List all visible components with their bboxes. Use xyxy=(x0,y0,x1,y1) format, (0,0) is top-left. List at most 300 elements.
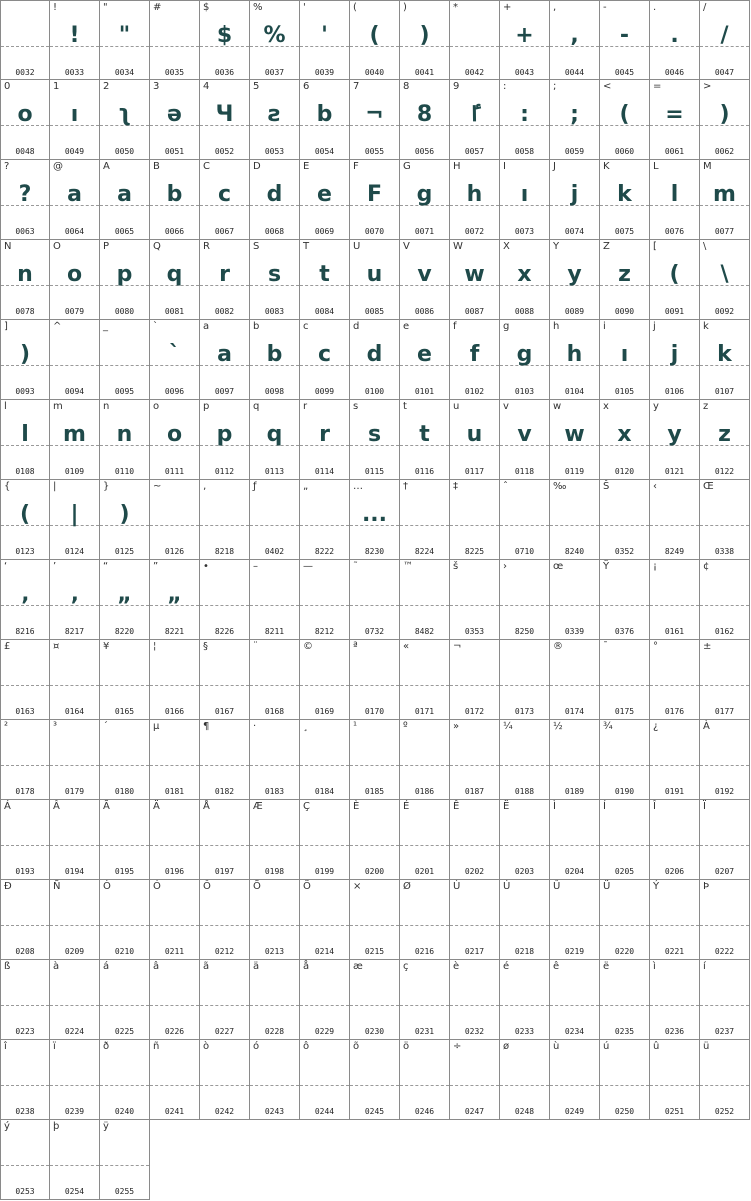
glyph-cell xyxy=(50,240,100,320)
glyph-cell xyxy=(550,240,600,320)
baseline-guide xyxy=(350,1005,399,1006)
character-code: 0732 xyxy=(364,627,385,636)
reference-character: ˜ xyxy=(353,561,358,572)
reference-character: ™ xyxy=(403,561,413,572)
font-glyph-sample: ! xyxy=(69,23,80,48)
character-code: 0215 xyxy=(364,947,385,956)
character-code: 0096 xyxy=(164,387,185,396)
reference-character: 5 xyxy=(253,81,260,92)
reference-character: t xyxy=(403,401,407,412)
glyph-cell xyxy=(50,0,100,80)
glyph-cell xyxy=(100,960,150,1040)
glyph-cell xyxy=(250,640,300,720)
reference-character: ¶ xyxy=(203,721,210,732)
baseline-guide xyxy=(200,685,249,686)
glyph-cell xyxy=(500,480,550,560)
character-code: 0113 xyxy=(264,467,285,476)
character-code: 0225 xyxy=(114,1027,135,1036)
character-code: 0237 xyxy=(714,1027,735,1036)
reference-character: I xyxy=(503,161,506,172)
reference-character: Ú xyxy=(503,881,511,892)
character-code: 0170 xyxy=(364,707,385,716)
glyph-cell xyxy=(700,0,750,80)
character-code: 0115 xyxy=(364,467,385,476)
reference-character: Ë xyxy=(503,801,510,812)
glyph-cell xyxy=(0,160,50,240)
character-code: 0204 xyxy=(564,867,585,876)
baseline-guide xyxy=(250,765,299,766)
reference-character: ô xyxy=(303,1041,310,1052)
reference-character: \ xyxy=(703,241,707,252)
baseline-guide xyxy=(650,605,699,606)
baseline-guide xyxy=(200,525,249,526)
font-glyph-sample: % xyxy=(263,23,286,48)
font-glyph-sample: g xyxy=(416,182,433,207)
reference-character: ó xyxy=(253,1041,260,1052)
character-code: 8221 xyxy=(164,627,185,636)
glyph-cell xyxy=(100,240,150,320)
glyph-cell xyxy=(350,320,400,400)
glyph-cell xyxy=(600,960,650,1040)
character-code: 0223 xyxy=(15,1027,35,1036)
character-code: 0195 xyxy=(114,867,135,876)
reference-character: 3 xyxy=(153,81,160,92)
glyph-cell xyxy=(650,80,700,160)
reference-character: í xyxy=(703,961,706,972)
baseline-guide xyxy=(700,1085,749,1086)
reference-character: × xyxy=(353,881,362,892)
reference-character: [ xyxy=(653,241,657,252)
glyph-cell xyxy=(100,1040,150,1120)
glyph-cell xyxy=(100,400,150,480)
glyph-cell xyxy=(200,240,250,320)
reference-character: Q xyxy=(153,241,161,252)
character-code: 0247 xyxy=(464,1107,485,1116)
glyph-cell xyxy=(500,80,550,160)
reference-character: j xyxy=(653,321,656,332)
font-glyph-sample: y xyxy=(667,422,682,447)
baseline-guide xyxy=(350,765,399,766)
glyph-cell xyxy=(100,480,150,560)
character-code: 8216 xyxy=(15,627,35,636)
glyph-cell xyxy=(150,0,200,80)
character-code: 8249 xyxy=(664,547,685,556)
reference-character: e xyxy=(403,321,410,332)
glyph-cell xyxy=(150,560,200,640)
character-code: 0065 xyxy=(114,227,135,236)
glyph-cell xyxy=(150,160,200,240)
baseline-guide xyxy=(1,685,49,686)
reference-character: d xyxy=(353,321,360,332)
character-code: 0122 xyxy=(714,467,735,476)
font-glyph-sample: F xyxy=(366,182,383,207)
baseline-guide xyxy=(600,925,649,926)
character-code: 0255 xyxy=(114,1187,135,1196)
glyph-cell xyxy=(250,160,300,240)
character-code: 0097 xyxy=(214,387,235,396)
character-code: 0047 xyxy=(714,68,735,77)
font-glyph-sample: u xyxy=(466,422,483,447)
baseline-guide xyxy=(450,1085,499,1086)
baseline-guide xyxy=(50,1005,99,1006)
reference-character: 8 xyxy=(403,81,410,92)
glyph-cell xyxy=(700,720,750,800)
character-code: 0376 xyxy=(614,627,635,636)
character-code: 0169 xyxy=(314,707,335,716)
character-code: 0186 xyxy=(414,787,435,796)
glyph-cell xyxy=(450,560,500,640)
reference-character: ¾ xyxy=(603,721,613,732)
baseline-guide xyxy=(200,765,249,766)
reference-character: Õ xyxy=(253,881,261,892)
reference-character: Ç xyxy=(303,801,310,812)
glyph-cell xyxy=(200,800,250,880)
glyph-cell xyxy=(100,320,150,400)
character-code: 0194 xyxy=(64,867,85,876)
glyph-cell xyxy=(150,480,200,560)
character-code: 0205 xyxy=(614,867,635,876)
glyph-cell xyxy=(150,960,200,1040)
reference-character: ) xyxy=(403,2,407,13)
baseline-guide xyxy=(400,525,449,526)
reference-character: C xyxy=(203,161,210,172)
font-glyph-sample: - xyxy=(619,23,630,48)
character-code: 0093 xyxy=(15,387,35,396)
font-glyph-sample: ( xyxy=(369,23,380,48)
reference-character: † xyxy=(403,481,408,492)
character-code: 0120 xyxy=(614,467,635,476)
font-glyph-sample: r xyxy=(319,422,330,447)
font-glyph-sample: | xyxy=(70,502,79,527)
character-code: 0062 xyxy=(714,147,735,156)
font-glyph-sample: r xyxy=(219,262,230,287)
baseline-guide xyxy=(250,525,299,526)
character-code: 0052 xyxy=(214,147,235,156)
character-code: 0114 xyxy=(314,467,335,476)
reference-character: X xyxy=(503,241,510,252)
glyph-cell xyxy=(650,800,700,880)
glyph-cell xyxy=(650,640,700,720)
character-code: 0101 xyxy=(414,387,435,396)
glyph-cell xyxy=(250,960,300,1040)
baseline-guide xyxy=(150,765,199,766)
baseline-guide xyxy=(550,845,599,846)
character-code: 0214 xyxy=(314,947,335,956)
character-code: 0040 xyxy=(364,68,385,77)
character-code: 0207 xyxy=(714,867,735,876)
baseline-guide xyxy=(100,925,149,926)
font-glyph-sample: e xyxy=(417,342,432,367)
reference-character: “ xyxy=(103,561,109,572)
reference-character: · xyxy=(253,721,257,732)
reference-character: 6 xyxy=(303,81,310,92)
character-code: 0056 xyxy=(414,147,435,156)
character-code: 8212 xyxy=(314,627,335,636)
reference-character: - xyxy=(603,2,607,13)
character-code: 0126 xyxy=(164,547,185,556)
glyph-cell xyxy=(400,80,450,160)
reference-character: • xyxy=(203,561,209,572)
glyph-cell xyxy=(500,160,550,240)
baseline-guide xyxy=(650,845,699,846)
reference-character: c xyxy=(303,321,309,332)
baseline-guide xyxy=(200,1005,249,1006)
reference-character: . xyxy=(653,2,657,13)
reference-character: ‹ xyxy=(653,481,657,492)
reference-character: 0 xyxy=(4,81,11,92)
character-code: 0107 xyxy=(714,387,735,396)
baseline-guide xyxy=(650,685,699,686)
character-code: 0049 xyxy=(64,147,85,156)
glyph-cell xyxy=(700,240,750,320)
font-glyph-sample: t xyxy=(419,422,430,447)
glyph-cell xyxy=(100,720,150,800)
baseline-guide xyxy=(1,925,49,926)
baseline-guide xyxy=(150,685,199,686)
reference-character: — xyxy=(303,561,313,572)
baseline-guide xyxy=(300,845,349,846)
glyph-cell xyxy=(250,880,300,960)
character-code: 0338 xyxy=(714,547,735,556)
reference-character: ÷ xyxy=(453,1041,462,1052)
glyph-cell xyxy=(0,1040,50,1120)
baseline-guide xyxy=(400,925,449,926)
reference-character: n xyxy=(103,401,110,412)
glyph-cell xyxy=(0,400,50,480)
character-code: 0063 xyxy=(15,227,35,236)
baseline-guide xyxy=(300,1005,349,1006)
baseline-guide xyxy=(400,845,449,846)
baseline-guide xyxy=(550,525,599,526)
glyph-cell xyxy=(150,1040,200,1120)
font-glyph-sample: ` xyxy=(169,342,180,367)
font-glyph-sample: c xyxy=(317,342,332,367)
character-code: 8225 xyxy=(464,547,485,556)
glyph-cell xyxy=(300,320,350,400)
reference-character: z xyxy=(703,401,709,412)
reference-character: ÿ xyxy=(103,1121,109,1132)
character-code: 0213 xyxy=(264,947,285,956)
reference-character: œ xyxy=(553,561,564,572)
glyph-cell xyxy=(350,640,400,720)
glyph-cell xyxy=(250,240,300,320)
reference-character: ë xyxy=(603,961,610,972)
character-code: 8226 xyxy=(214,627,235,636)
glyph-cell xyxy=(600,0,650,80)
font-glyph-sample: z xyxy=(618,262,631,287)
character-code: 0106 xyxy=(664,387,685,396)
reference-character: ] xyxy=(4,321,8,332)
reference-character: Ò xyxy=(103,881,111,892)
baseline-guide xyxy=(500,605,549,606)
character-code: 0189 xyxy=(564,787,585,796)
baseline-guide xyxy=(350,685,399,686)
glyph-cell xyxy=(650,240,700,320)
character-code: 0202 xyxy=(464,867,485,876)
character-code: 0191 xyxy=(664,787,685,796)
character-code: 0046 xyxy=(664,68,685,77)
baseline-guide xyxy=(500,925,549,926)
character-code: 0181 xyxy=(164,787,185,796)
character-code: 8482 xyxy=(414,627,435,636)
font-glyph-sample: ' xyxy=(321,23,328,48)
font-glyph-sample: d xyxy=(266,182,283,207)
character-code: 0244 xyxy=(314,1107,335,1116)
reference-character: ´ xyxy=(103,721,108,732)
character-code: 0112 xyxy=(214,467,235,476)
font-glyph-sample: ʅ xyxy=(117,102,132,127)
character-code: 0110 xyxy=(114,467,135,476)
glyph-cell xyxy=(500,560,550,640)
baseline-guide xyxy=(150,845,199,846)
character-code: 8222 xyxy=(314,547,335,556)
baseline-guide xyxy=(300,1085,349,1086)
glyph-cell xyxy=(0,560,50,640)
baseline-guide xyxy=(700,605,749,606)
character-code: 0231 xyxy=(414,1027,435,1036)
reference-character: + xyxy=(503,2,512,13)
reference-character: k xyxy=(703,321,709,332)
character-code: 0203 xyxy=(514,867,535,876)
glyph-cell xyxy=(700,480,750,560)
glyph-cell xyxy=(650,160,700,240)
glyph-cell xyxy=(300,0,350,80)
glyph-cell xyxy=(400,720,450,800)
baseline-guide xyxy=(500,1085,549,1086)
character-code: 0212 xyxy=(214,947,235,956)
baseline-guide xyxy=(1,845,49,846)
character-code: 0071 xyxy=(414,227,435,236)
glyph-cell xyxy=(150,320,200,400)
baseline-guide xyxy=(450,46,499,47)
reference-character: H xyxy=(453,161,461,172)
reference-character: ü xyxy=(703,1041,710,1052)
glyph-cell xyxy=(150,80,200,160)
baseline-guide xyxy=(700,845,749,846)
reference-character: R xyxy=(203,241,210,252)
font-glyph-sample: j xyxy=(570,182,579,207)
glyph-cell xyxy=(350,160,400,240)
reference-character: l xyxy=(4,401,7,412)
baseline-guide xyxy=(200,605,249,606)
glyph-cell xyxy=(500,640,550,720)
font-glyph-sample: w xyxy=(464,262,485,287)
reference-character: „ xyxy=(303,481,309,492)
baseline-guide xyxy=(200,845,249,846)
reference-character: Â xyxy=(53,801,60,812)
character-code: 0210 xyxy=(114,947,135,956)
character-code: 0032 xyxy=(15,68,35,77)
glyph-cell xyxy=(50,1040,100,1120)
font-glyph-sample: ( xyxy=(669,262,680,287)
glyph-cell xyxy=(350,0,400,80)
character-code: 0167 xyxy=(214,707,235,716)
reference-character: O xyxy=(53,241,61,252)
glyph-cell xyxy=(450,320,500,400)
glyph-cell xyxy=(100,560,150,640)
font-glyph-sample: m xyxy=(63,422,86,447)
font-glyph-sample: q xyxy=(166,262,183,287)
font-glyph-sample: : xyxy=(520,102,529,127)
baseline-guide xyxy=(100,765,149,766)
reference-character: ˆ xyxy=(503,481,508,492)
reference-character: ‰ xyxy=(553,481,567,492)
character-code: 0241 xyxy=(164,1107,185,1116)
glyph-cell xyxy=(300,960,350,1040)
font-glyph-sample: l xyxy=(21,422,29,447)
character-code: 0066 xyxy=(164,227,185,236)
glyph-cell xyxy=(550,0,600,80)
reference-character: y xyxy=(653,401,659,412)
character-code: 0224 xyxy=(64,1027,85,1036)
glyph-cell xyxy=(500,960,550,1040)
glyph-cell xyxy=(600,80,650,160)
baseline-guide xyxy=(350,605,399,606)
reference-character: © xyxy=(303,641,313,652)
font-glyph-sample: ( xyxy=(19,502,31,527)
glyph-cell xyxy=(0,80,50,160)
character-code: 0177 xyxy=(714,707,735,716)
character-code: 0184 xyxy=(314,787,335,796)
font-glyph-sample: h xyxy=(566,342,583,367)
font-glyph-sample: , xyxy=(570,23,579,48)
glyph-cell xyxy=(0,480,50,560)
glyph-cell xyxy=(300,160,350,240)
reference-character: Ê xyxy=(453,801,460,812)
character-code: 0353 xyxy=(464,627,485,636)
glyph-cell xyxy=(500,880,550,960)
font-glyph-sample: y xyxy=(567,262,582,287)
reference-character: } xyxy=(103,481,110,492)
reference-character: ý xyxy=(4,1121,10,1132)
reference-character: < xyxy=(603,81,612,92)
reference-character: ³ xyxy=(53,721,58,732)
reference-character: L xyxy=(653,161,659,172)
font-glyph-sample: a xyxy=(217,342,232,367)
reference-character: i xyxy=(603,321,606,332)
font-glyph-sample: k xyxy=(617,182,632,207)
glyph-cell xyxy=(50,80,100,160)
reference-character: ; xyxy=(553,81,557,92)
character-code: 0227 xyxy=(214,1027,235,1036)
baseline-guide xyxy=(350,1085,399,1086)
baseline-guide xyxy=(50,365,99,366)
baseline-guide xyxy=(550,1005,599,1006)
font-glyph-sample: t xyxy=(319,262,330,287)
reference-character: D xyxy=(253,161,261,172)
reference-character: $ xyxy=(203,2,210,13)
baseline-guide xyxy=(150,925,199,926)
baseline-guide xyxy=(100,365,149,366)
character-code: 8211 xyxy=(264,627,285,636)
reference-character: ' xyxy=(303,2,306,13)
font-glyph-sample: b xyxy=(166,182,183,207)
glyph-cell xyxy=(100,80,150,160)
glyph-cell xyxy=(200,0,250,80)
font-glyph-sample: m xyxy=(713,182,736,207)
character-code: 0217 xyxy=(464,947,485,956)
glyph-cell xyxy=(550,560,600,640)
character-code: 0050 xyxy=(114,147,135,156)
reference-character: | xyxy=(53,481,57,492)
baseline-guide xyxy=(100,1165,149,1166)
reference-character: ß xyxy=(4,961,11,972)
character-code: 0201 xyxy=(414,867,435,876)
glyph-cell xyxy=(200,960,250,1040)
reference-character: ¡ xyxy=(653,561,658,572)
glyph-cell xyxy=(550,960,600,1040)
glyph-cell xyxy=(400,400,450,480)
